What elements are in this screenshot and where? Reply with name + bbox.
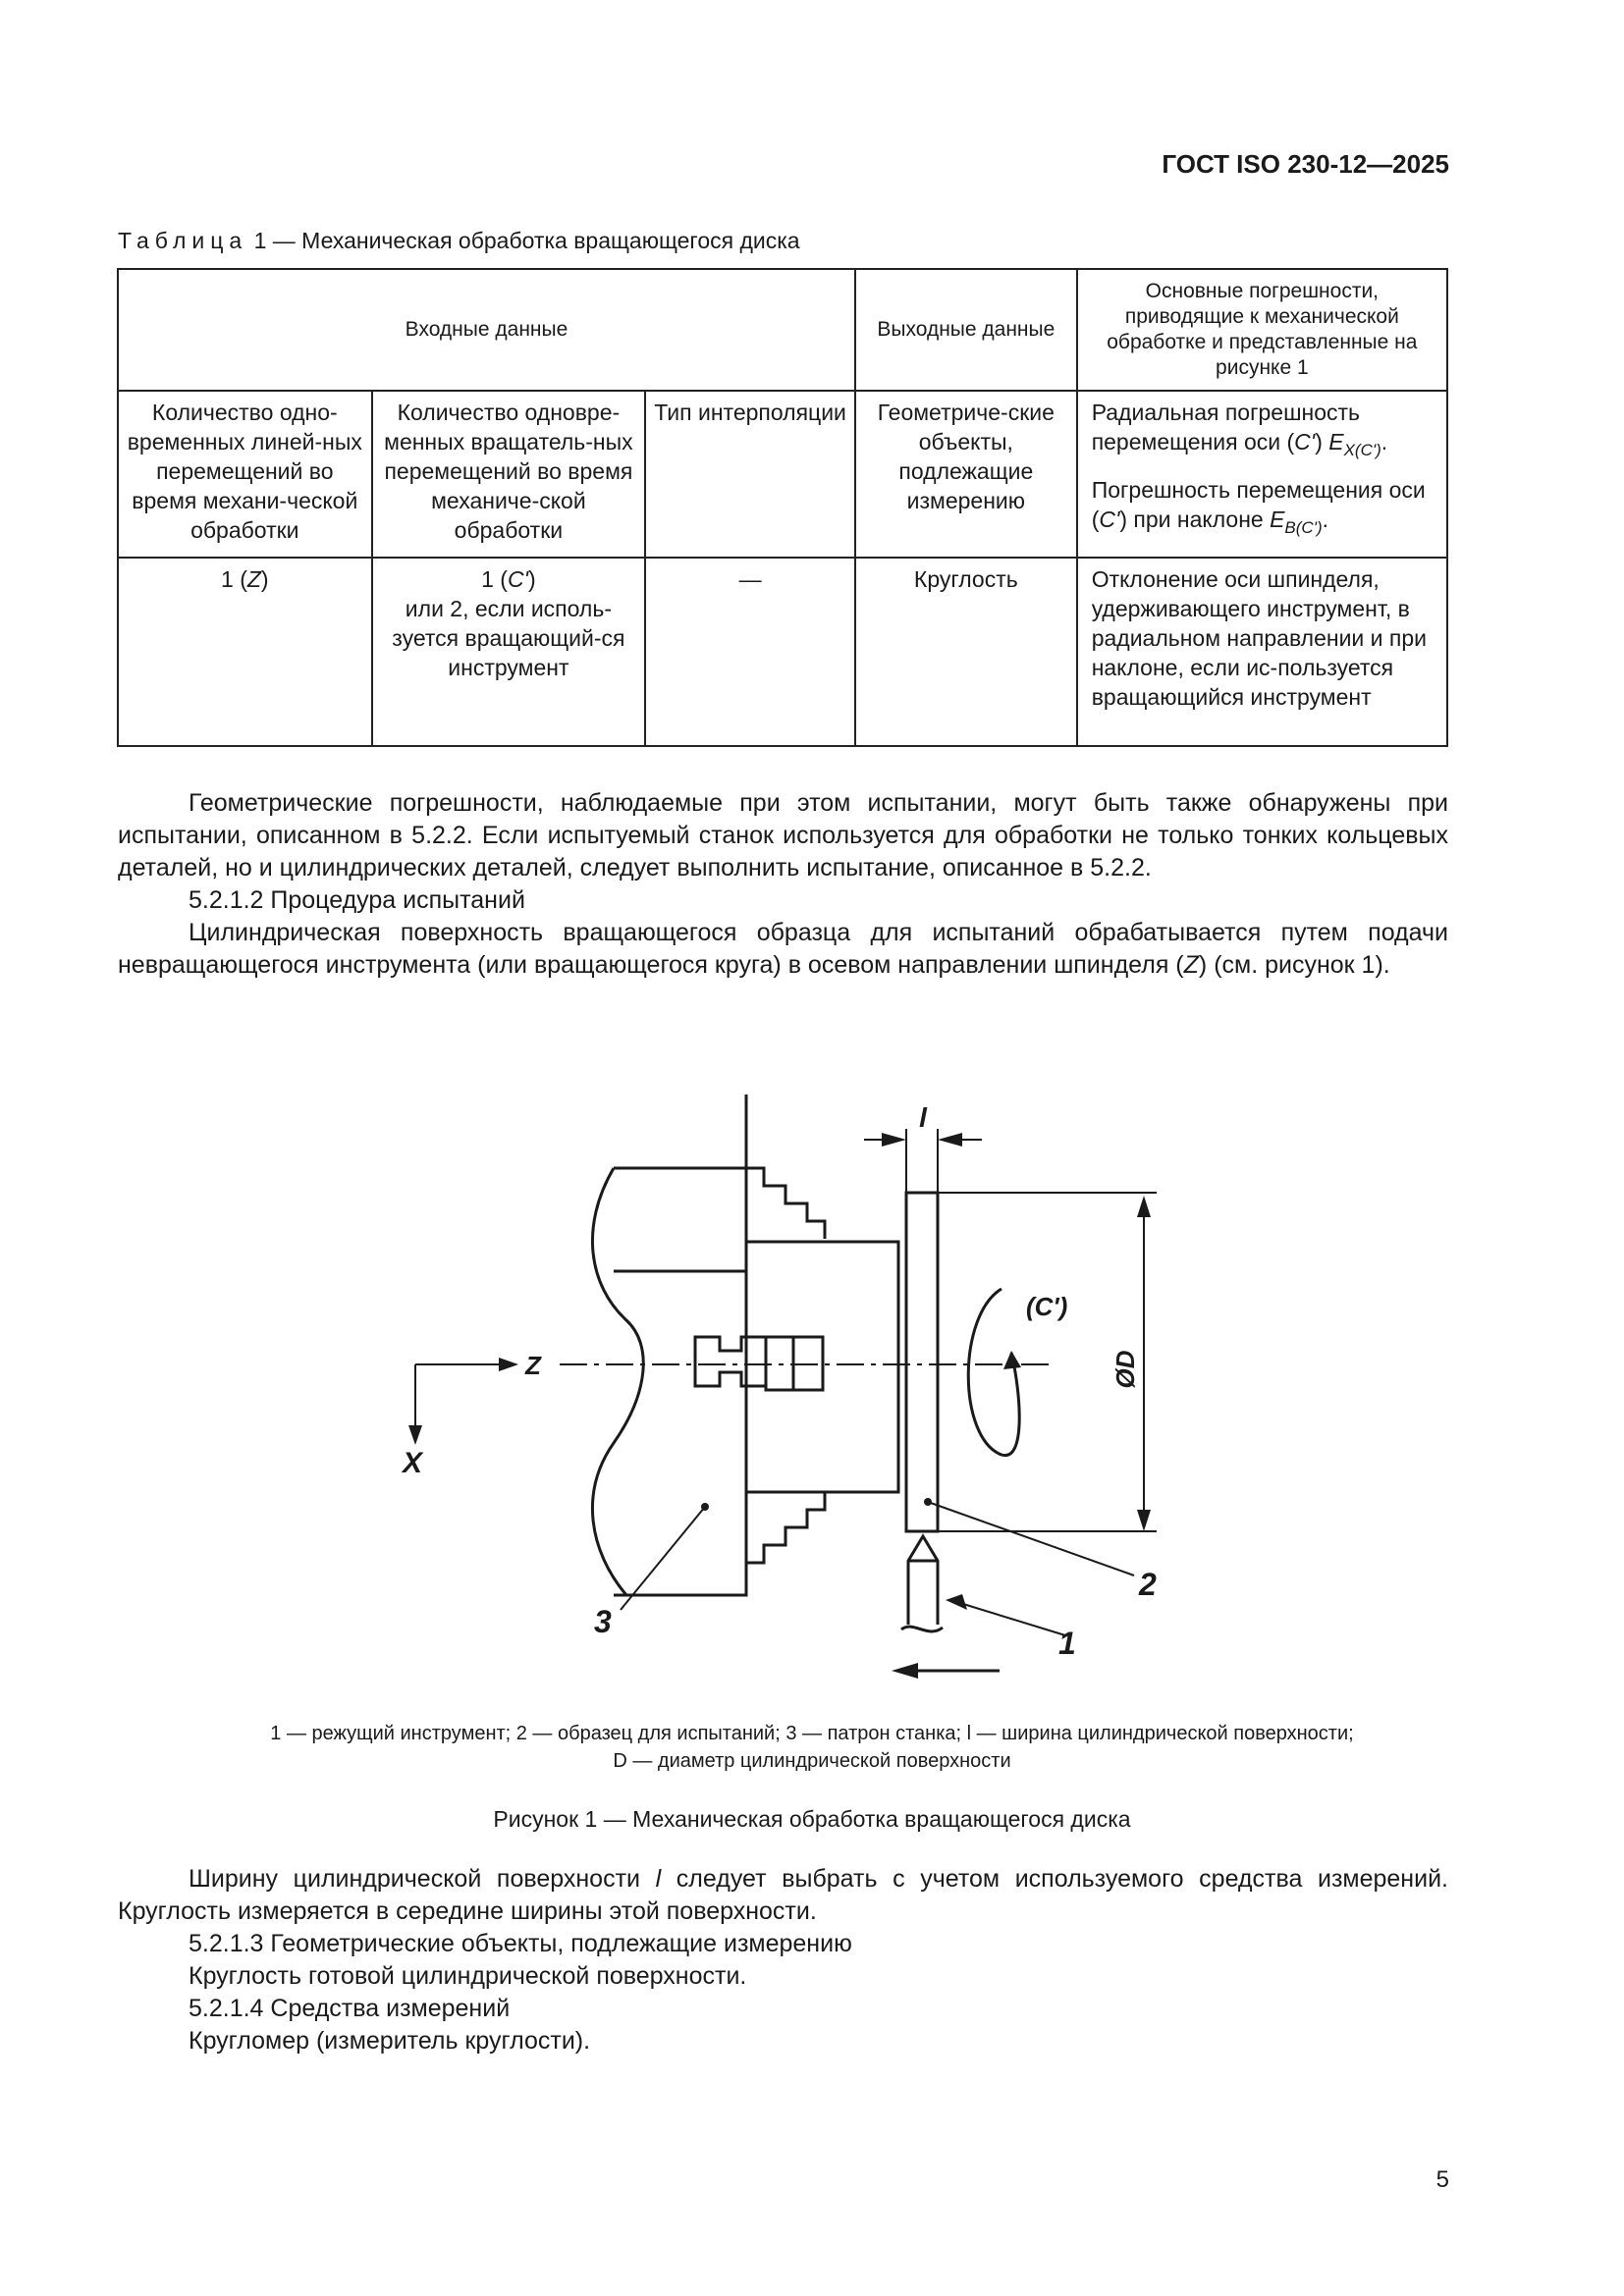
- legend-line-2: D — диаметр цилиндрической поверхности: [613, 1750, 1011, 1772]
- subheader-geometric-objects: Геометриче-ские объекты, подлежащие измерению: [855, 391, 1077, 558]
- section-5-2-1-3: 5.2.1.3 Геометрические объекты, подлежащие измерению: [189, 1930, 852, 1957]
- cell-geometric-object: Круглость: [855, 558, 1077, 746]
- paragraph-4: Круглость готовой цилиндрической поверхности.: [189, 1962, 747, 1990]
- chuck-jaw-top: [746, 1168, 825, 1239]
- table-caption-prefix: Таблица: [118, 228, 248, 253]
- chuck-body: [614, 1095, 746, 1271]
- legend-line-1: 1 — режущий инструмент; 2 — образец для испытаний; 3 — патрон станка; l — ширина цилиндрической поверхности;: [270, 1723, 1354, 1744]
- figure-1: [0, 1095, 1624, 1723]
- rotation-arrow: [968, 1289, 1019, 1456]
- header-input-data: Входные данные: [118, 269, 855, 391]
- chuck-break-line: [592, 1168, 643, 1595]
- header-main-errors: Основные погрешности, приводящие к механической обработке и представленные на рисунке 1: [1077, 269, 1447, 391]
- label-3: 3: [594, 1604, 612, 1639]
- table-1: [117, 268, 1448, 747]
- error-tilt: Погрешность перемещения оси (C') при наклоне $E_{B(C')}$.: [1091, 477, 1426, 537]
- cell-rotary-count: 1 (C') или 2, если исполь-зуется вращающий-ся инструмент: [372, 558, 646, 746]
- header-output-data: Выходные данные: [855, 269, 1077, 391]
- label-axis-x: X: [403, 1447, 423, 1479]
- text-block-1: [118, 787, 1448, 982]
- figure-title: Рисунок 1 — Механическая обработка вращающегося диска: [493, 1806, 1131, 1832]
- label-2: 2: [1139, 1567, 1157, 1602]
- section-5-2-1-4: 5.2.1.4 Средства измерений: [189, 1995, 511, 2022]
- error-radial: Радиальная погрешность перемещения оси (C') $E_{X(C')}$.: [1091, 400, 1388, 459]
- cutting-tool: [908, 1536, 938, 1625]
- document-header: ГОСТ ISO 230-12—2025: [1162, 149, 1449, 179]
- paragraph-3: Ширину цилиндрической поверхности l следует выбрать с учетом используемого средства измерений. Круглость измеряется в середине ширины этой поверхности.: [118, 1865, 1448, 1925]
- cell-interpolation: —: [645, 558, 855, 746]
- cell-spindle-deviation: Отклонение оси шпинделя, удерживающего инструмент, в радиальном направлении и при наклоне, если ис-пользуется вращающийся инструмент: [1077, 558, 1447, 746]
- table-caption: [118, 228, 800, 254]
- page-number: 5: [1435, 2166, 1449, 2193]
- paragraph-5: Кругломер (измеритель круглости).: [189, 2027, 591, 2055]
- label-width-l: l: [919, 1102, 927, 1133]
- label-diameter-d: ØD: [1110, 1350, 1140, 1389]
- cell-linear-count: 1 (Z): [118, 558, 372, 746]
- errors-cell-1: [1077, 391, 1447, 558]
- paragraph-2: Цилиндрическая поверхность вращающегося образца для испытаний обрабатывается путем подачи невращающегося инструмента (или вращающегося круга) в осевом направлении шпинделя (Z) (см. рисунок 1).: [118, 919, 1448, 979]
- figure-legend: [0, 1720, 1624, 1775]
- label-axis-z: Z: [525, 1351, 541, 1380]
- section-5-2-1-2: 5.2.1.2 Процедура испытаний: [189, 886, 525, 914]
- paragraph-1: Геометрические погрешности, наблюдаемые при этом испытании, могут быть также обнаружены при испытании, описанном в 5.2.2. Если испытуемый станок используется для обработки не только тонких кольцевых деталей, но и цилиндрических деталей, следует выполнить испытание, описанное в 5.2.2.: [118, 789, 1448, 881]
- subheader-linear-moves: Количество одно-временных линей-ных перемещений во время механи-ческой обработки: [118, 391, 372, 558]
- label-rotation-c: (C'): [1026, 1292, 1068, 1321]
- subheader-interpolation: Тип интерполяции: [645, 391, 855, 558]
- label-1: 1: [1058, 1626, 1076, 1661]
- test-specimen: [906, 1193, 938, 1531]
- chuck-jaw-bottom: [746, 1492, 825, 1563]
- text-block-2: [118, 1863, 1448, 2057]
- chuck-key: [695, 1337, 766, 1386]
- table-caption-text: 1 — Механическая обработка вращающегося диска: [253, 228, 800, 253]
- subheader-rotary-moves: Количество одновре-менных вращатель-ных перемещений во время механиче-ской обработки: [372, 391, 646, 558]
